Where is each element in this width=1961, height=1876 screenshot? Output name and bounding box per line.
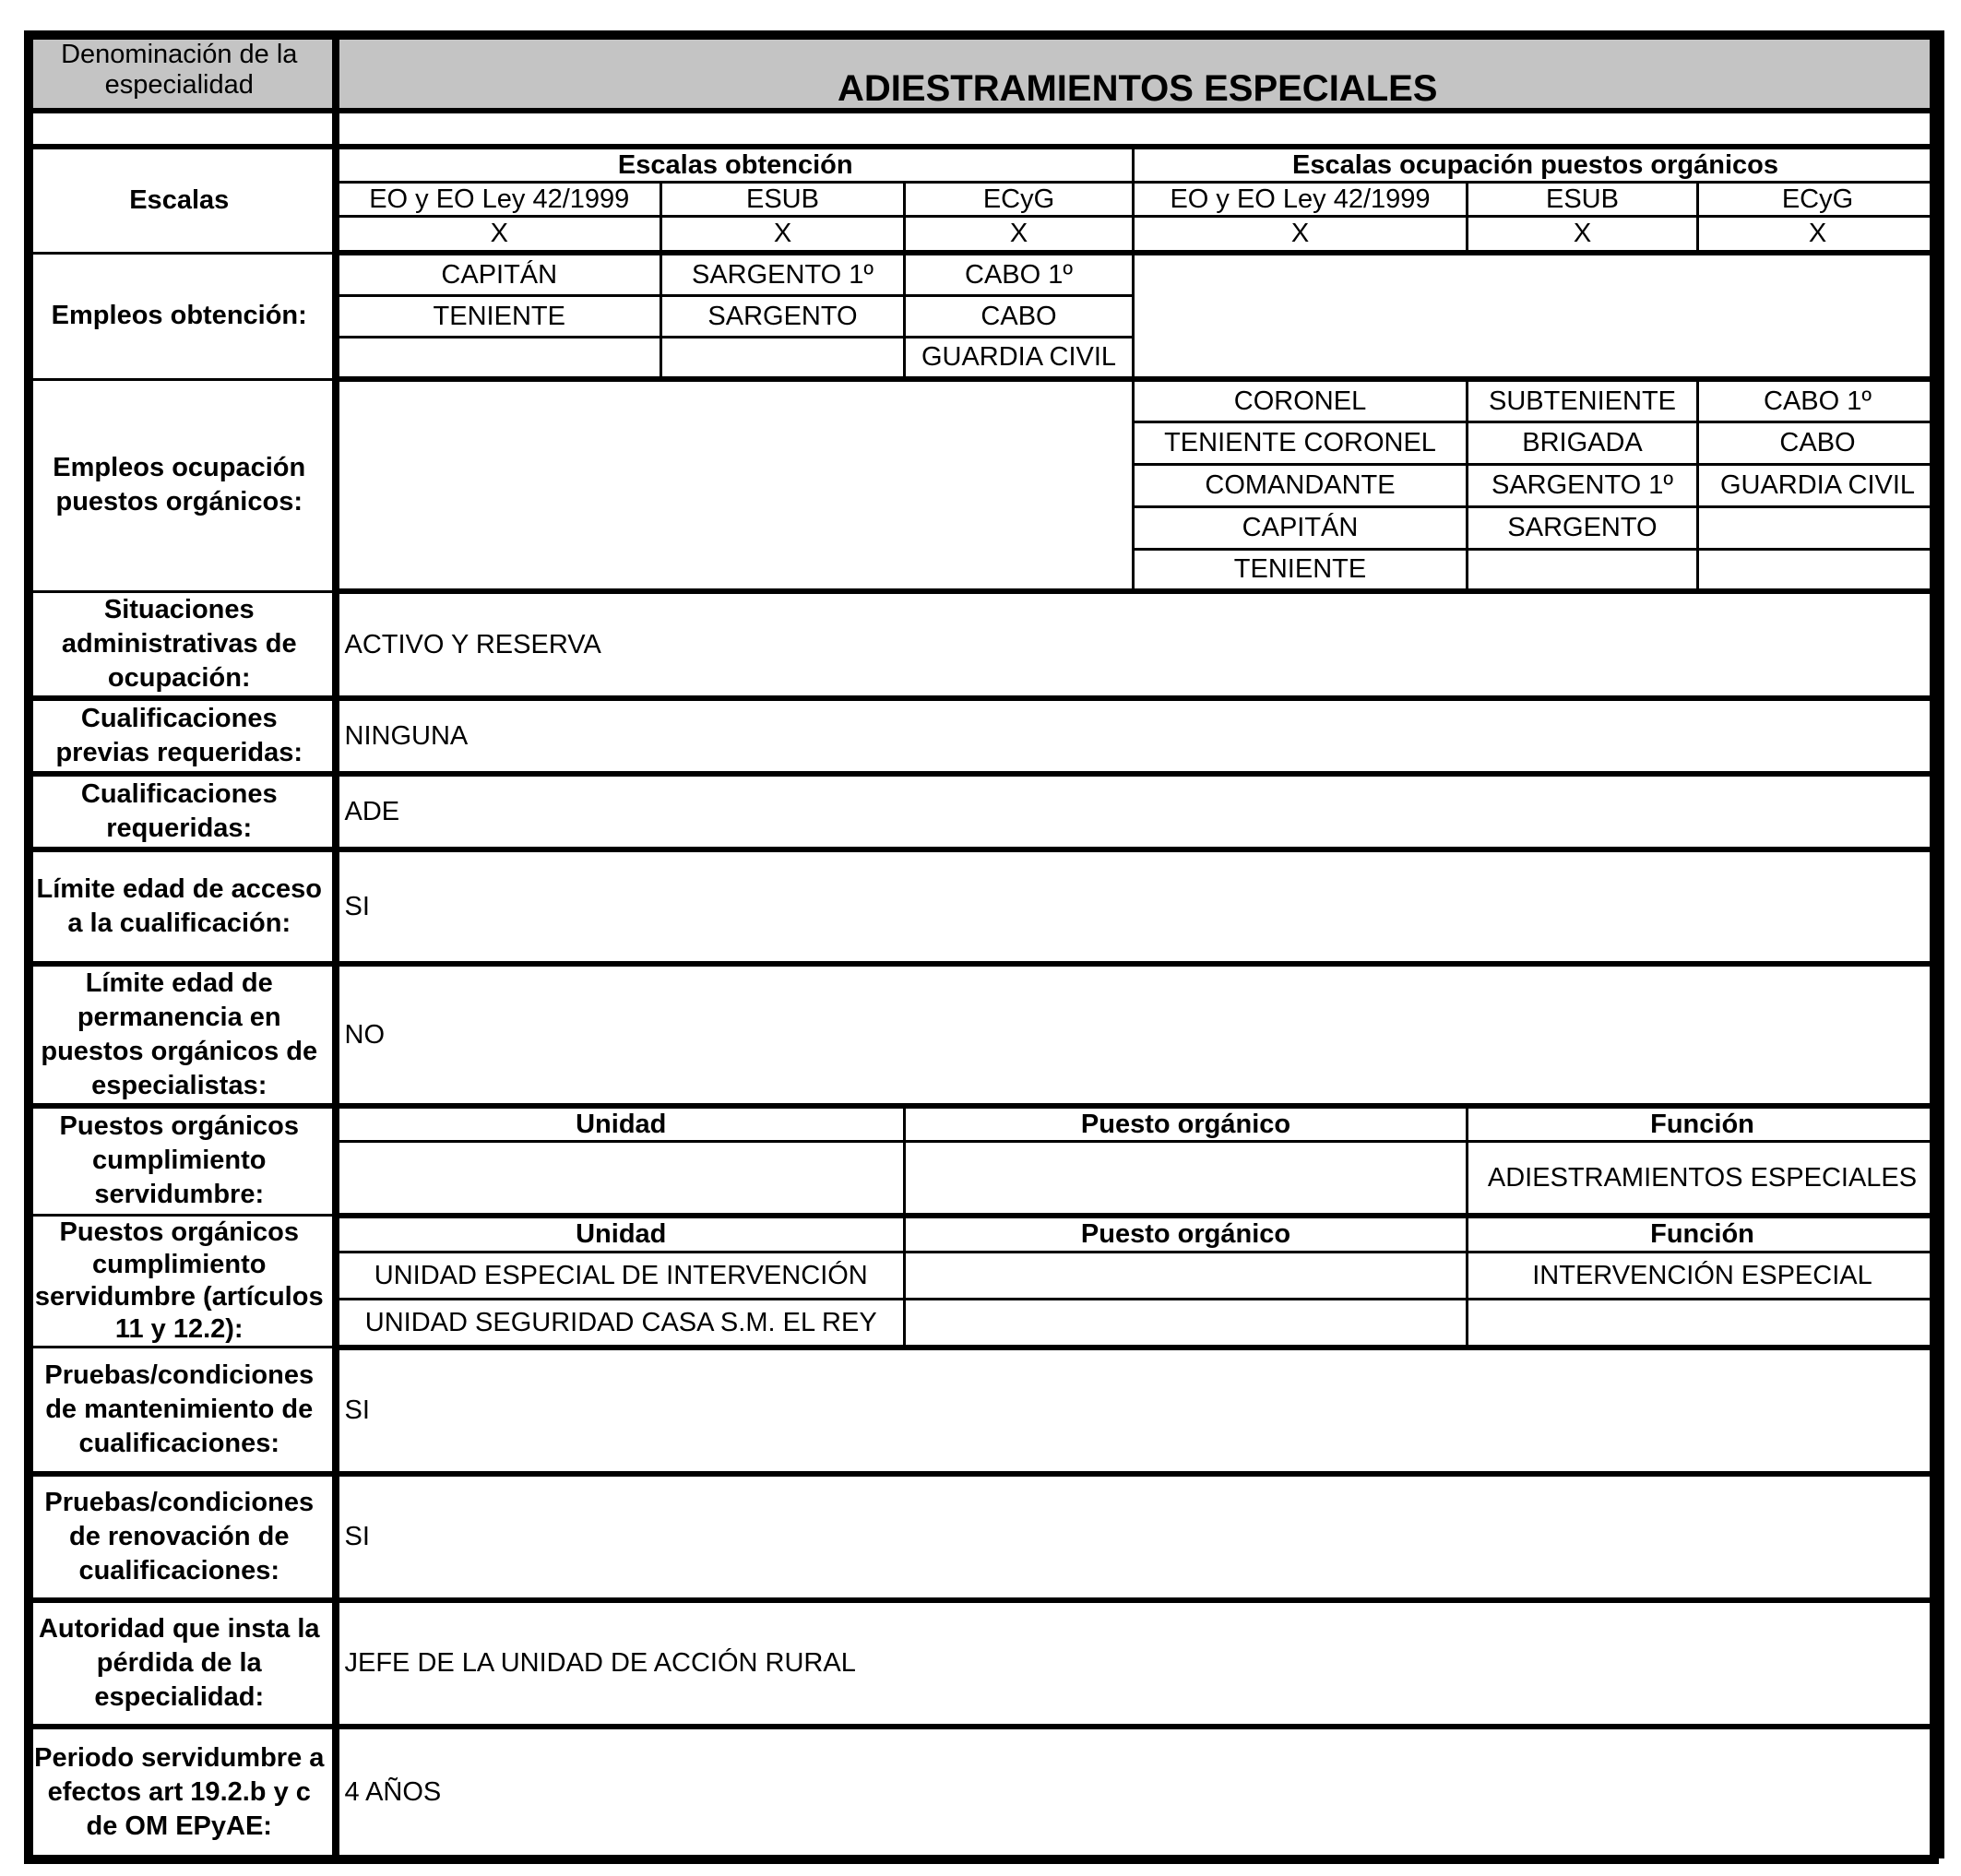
periodo-value: 4 AÑOS xyxy=(336,1727,1941,1858)
escala-mark: X xyxy=(1134,216,1468,253)
escalas-label: Escalas xyxy=(26,147,336,254)
puesto-organico-cell xyxy=(905,1252,1468,1300)
escala-mark: X xyxy=(336,216,661,253)
empleo-cell: SARGENTO xyxy=(661,295,905,337)
empleo-cell: TENIENTE xyxy=(1134,549,1468,591)
empleo-cell xyxy=(1698,549,1941,591)
escala-mark: X xyxy=(905,216,1134,253)
pruebas-mantenimiento-label: Pruebas/condiciones de mantenimiento de cualificaciones: xyxy=(26,1348,336,1474)
cualificaciones-previas-value: NINGUNA xyxy=(336,698,1941,774)
pruebas-mantenimiento-value: SI xyxy=(336,1348,1941,1474)
empleo-cell: CORONEL xyxy=(1134,379,1468,422)
blank-cell xyxy=(26,111,336,147)
empleo-cell xyxy=(1698,506,1941,549)
puestos-servidumbre-art-label: Puestos orgánicos cumplimiento servidumbre (artículos 11 y 12.2): xyxy=(26,1216,336,1348)
escala-column-header: ECyG xyxy=(905,182,1134,216)
empleo-cell: CABO 1º xyxy=(1698,379,1941,422)
funcion-cell xyxy=(1468,1300,1941,1348)
empleo-cell xyxy=(661,337,905,379)
periodo-label: Periodo servidumbre a efectos art 19.2.b y c de OM EPyAE: xyxy=(26,1727,336,1858)
unidad-cell: UNIDAD SEGURIDAD CASA S.M. EL REY xyxy=(336,1300,905,1348)
escalas-ocupacion-header: Escalas ocupación puestos orgánicos xyxy=(1134,147,1941,183)
empleo-cell: SUBTENIENTE xyxy=(1468,379,1698,422)
empleo-cell: SARGENTO 1º xyxy=(661,253,905,295)
cualificaciones-previas-label: Cualificaciones previas requeridas: xyxy=(26,698,336,774)
empleos-ocupacion-label: Empleos ocupación puestos orgánicos: xyxy=(26,379,336,591)
empleo-cell: GUARDIA CIVIL xyxy=(1698,464,1941,506)
escala-column-header: ESUB xyxy=(661,182,905,216)
specialty-name-label: Denominación de la especialidad xyxy=(26,32,336,111)
limite-permanencia-label: Límite edad de permanencia en puestos orgánicos de especialistas: xyxy=(26,964,336,1106)
empleo-cell xyxy=(1468,549,1698,591)
funcion-cell: ADIESTRAMIENTOS ESPECIALES xyxy=(1468,1142,1941,1216)
escala-column-header: EO y EO Ley 42/1999 xyxy=(1134,182,1468,216)
escala-column-header: EO y EO Ley 42/1999 xyxy=(336,182,661,216)
unidad-header: Unidad xyxy=(336,1106,905,1142)
escala-mark: X xyxy=(1698,216,1941,253)
funcion-header: Función xyxy=(1468,1106,1941,1142)
specialty-sheet xyxy=(24,30,1944,1858)
blank-cell xyxy=(336,111,1941,147)
empleo-cell: TENIENTE CORONEL xyxy=(1134,422,1468,464)
empleo-cell xyxy=(336,337,661,379)
pruebas-renovacion-label: Pruebas/condiciones de renovación de cualificaciones: xyxy=(26,1474,336,1600)
escala-mark: X xyxy=(661,216,905,253)
escala-mark: X xyxy=(1468,216,1698,253)
puesto-organico-cell xyxy=(905,1300,1468,1348)
puesto-organico-header: Puesto orgánico xyxy=(905,1216,1468,1253)
limite-permanencia-value: NO xyxy=(336,964,1941,1106)
escala-column-header: ECyG xyxy=(1698,182,1941,216)
unidad-cell xyxy=(336,1142,905,1216)
pruebas-renovacion-value: SI xyxy=(336,1474,1941,1600)
cualificaciones-requeridas-value: ADE xyxy=(336,774,1941,849)
limite-acceso-label: Límite edad de acceso a la cualificación: xyxy=(26,849,336,964)
specialty-title: ADIESTRAMIENTOS ESPECIALES xyxy=(336,32,1941,111)
empleo-cell: CAPITÁN xyxy=(1134,506,1468,549)
empleo-cell: SARGENTO 1º xyxy=(1468,464,1698,506)
limite-acceso-value: SI xyxy=(336,849,1941,964)
autoridad-label: Autoridad que insta la pérdida de la especialidad: xyxy=(26,1600,336,1727)
empleo-cell: CABO 1º xyxy=(905,253,1134,295)
autoridad-value: JEFE DE LA UNIDAD DE ACCIÓN RURAL xyxy=(336,1600,1941,1727)
blank-cell xyxy=(1134,253,1941,379)
empleos-obtencion-label: Empleos obtención: xyxy=(26,253,336,379)
unidad-header: Unidad xyxy=(336,1216,905,1253)
empleo-cell: GUARDIA CIVIL xyxy=(905,337,1134,379)
puesto-organico-cell xyxy=(905,1142,1468,1216)
empleo-cell: TENIENTE xyxy=(336,295,661,337)
escalas-obtencion-header: Escalas obtención xyxy=(336,147,1134,183)
empleo-cell: SARGENTO xyxy=(1468,506,1698,549)
funcion-header: Función xyxy=(1468,1216,1941,1253)
escala-column-header: ESUB xyxy=(1468,182,1698,216)
empleo-cell: CABO xyxy=(905,295,1134,337)
empleo-cell: COMANDANTE xyxy=(1134,464,1468,506)
empleo-cell: CAPITÁN xyxy=(336,253,661,295)
funcion-cell: INTERVENCIÓN ESPECIAL xyxy=(1468,1252,1941,1300)
puestos-servidumbre-label: Puestos orgánicos cumplimiento servidumbre: xyxy=(26,1106,336,1216)
unidad-cell: UNIDAD ESPECIAL DE INTERVENCIÓN xyxy=(336,1252,905,1300)
situaciones-label: Situaciones administrativas de ocupación: xyxy=(26,591,336,698)
cualificaciones-requeridas-label: Cualificaciones requeridas: xyxy=(26,774,336,849)
empleo-cell: CABO xyxy=(1698,422,1941,464)
situaciones-value: ACTIVO Y RESERVA xyxy=(336,591,1941,698)
puesto-organico-header: Puesto orgánico xyxy=(905,1106,1468,1142)
empleo-cell: BRIGADA xyxy=(1468,422,1698,464)
blank-cell xyxy=(336,379,1134,591)
